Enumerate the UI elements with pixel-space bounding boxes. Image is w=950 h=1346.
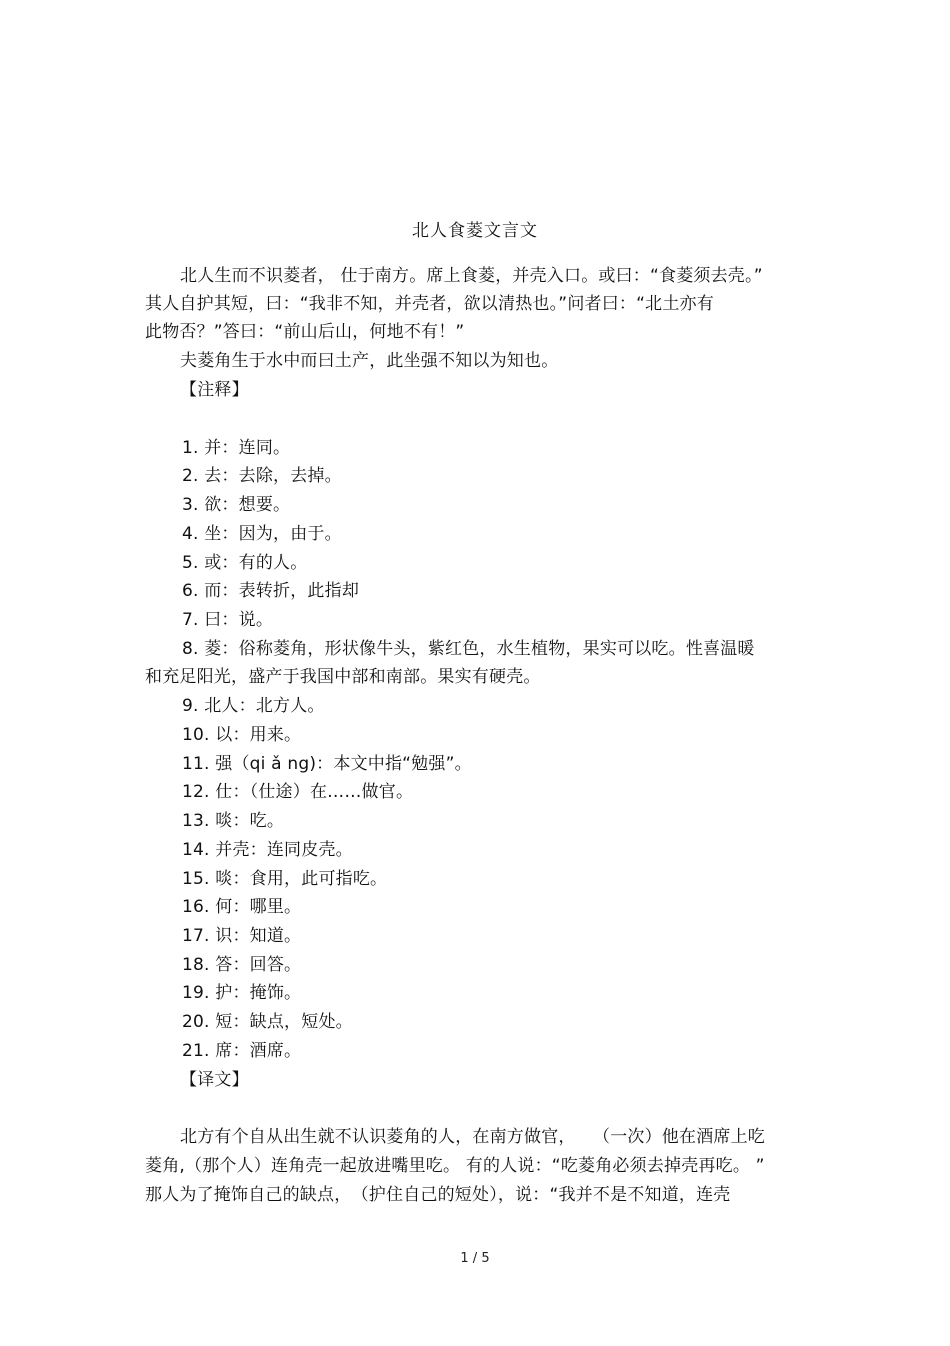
note-item: 11. 强（qi ǎ ng)：本文中指“勉强”。 [182, 754, 472, 774]
note-item: 4. 坐：因为，由于。 [182, 524, 342, 544]
note-item: 16. 何：哪里。 [182, 897, 302, 917]
note-item: 12. 仕：（仕途）在……做官。 [182, 782, 414, 802]
original-text-line: 夫菱角生于水中而曰土产，此坐强不知以为知也。 [180, 351, 559, 371]
translation-line: 那人为了掩饰自己的缺点， （护住自己的短处），说：“我并不是不知道，连壳 [145, 1185, 731, 1205]
notes-heading: 【注释】 [180, 380, 249, 400]
translation-heading: 【译文】 [180, 1070, 249, 1090]
page-number: 1 / 5 [460, 1251, 490, 1266]
translation-line: 菱角,（那个人）连角壳一起放进嘴里吃。 有的人说：“吃菱角必须去掉壳再吃。 ” [145, 1156, 765, 1176]
note-item: 15. 啖：食用，此可指吃。 [182, 869, 388, 889]
original-text-line: 此物否？”答曰：“前山后山，何地不有！” [145, 322, 465, 342]
note-item: 6. 而：表转折，此指却 [182, 581, 360, 601]
note-item: 21. 席：酒席。 [182, 1041, 302, 1061]
note-item: 7. 曰：说。 [182, 610, 274, 630]
document-title: 北人食菱文言文 [412, 221, 538, 241]
note-item: 10. 以：用来。 [182, 725, 302, 745]
note-item: 8. 菱：俗称菱角，形状像牛头，紫红色，水生植物，果实可以吃。性喜温暖 [182, 639, 755, 659]
original-text-line: 北人生而不识菱者， 仕于南方。席上食菱，并壳入口。或曰：“食菱须去壳。” [180, 266, 763, 286]
note-item: 20. 短：缺点，短处。 [182, 1012, 353, 1032]
note-item: 14. 并壳：连同皮壳。 [182, 840, 353, 860]
note-item: 2. 去：去除，去掉。 [182, 466, 342, 486]
note-item-continued: 和充足阳光，盛产于我国中部和南部。果实有硬壳。 [145, 667, 541, 687]
note-item: 18. 答：回答。 [182, 955, 302, 975]
note-item: 1. 并：连同。 [182, 438, 291, 458]
note-item: 9. 北人：北方人。 [182, 696, 325, 716]
note-item: 3. 欲：想要。 [182, 495, 291, 515]
note-item: 13. 啖：吃。 [182, 811, 285, 831]
translation-line: 北方有个自从出生就不认识菱角的人，在南方做官， （一次）他在酒席上吃 [180, 1127, 765, 1147]
note-item: 17. 识：知道。 [182, 926, 302, 946]
note-item: 5. 或：有的人。 [182, 553, 308, 573]
original-text-line: 其人自护其短，曰：“我非不知，并壳者，欲以清热也。”问者曰：“北土亦有 [145, 294, 714, 314]
note-item: 19. 护：掩饰。 [182, 983, 302, 1003]
